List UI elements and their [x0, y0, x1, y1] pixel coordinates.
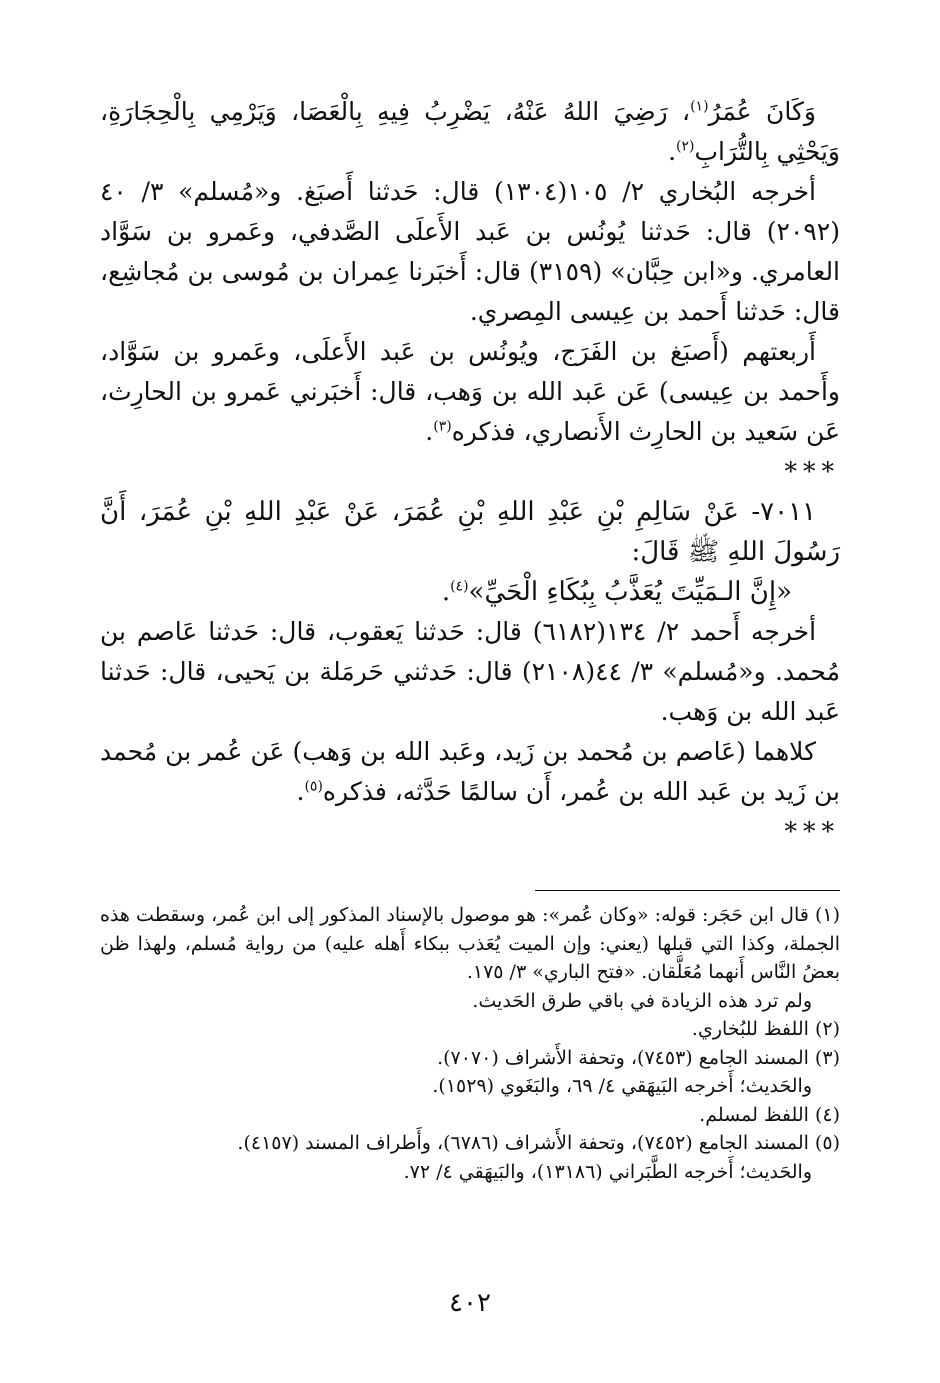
- text-run: كلاهما (عَاصم بن مُحمد بن زَيد، وعَبد الله بن وَهب) عَن عُمر بن مُحمد بن زَيد بن عَبد الله بن عُمر، أَن سالمًا حَدَّثه، فذكره: [100, 737, 840, 806]
- footnote-5: (٥) المسند الجامع (٧٤٥٢)، وتحفة الأَشراف (٦٧٨٦)، وأَطراف المسند (٤١٥٧).: [237, 1132, 840, 1154]
- isnad-paragraph: [100, 732, 840, 812]
- section-separator: ***: [784, 457, 840, 486]
- isnad-paragraph: [100, 332, 840, 452]
- hadith-heading: ٧٠١١- عَنْ سَالِمِ بْنِ عَبْدِ اللهِ بْنِ عُمَرَ، عَنْ عَبْدِ اللهِ بْنِ عُمَرَ، أَنَّ رَسُولَ اللهِ ﷺ قَالَ:: [100, 497, 840, 567]
- footnote-3: (٣) المسند الجامع (٧٤٥٣)، وتحفة الأَشراف (٧٠٧٠).: [437, 1046, 840, 1069]
- text-run: .: [425, 417, 434, 446]
- hadith-matn: [100, 572, 840, 612]
- text-run: وَكَانَ عُمَرُ: [708, 97, 816, 126]
- footnote-ref: (٣): [433, 418, 452, 435]
- text-run: «إِنَّ الـمَيِّتَ يُعَذَّبُ بِبُكَاءِ الْحَيِّ»: [468, 577, 792, 607]
- page-number: ٤٠٢: [449, 1288, 491, 1318]
- footnotes: [100, 901, 840, 1186]
- takhrij-paragraph: أخرجه البُخاري ٢/ ١٠٥(١٣٠٤) قال: حَدثنا أَصبَغ. و«مُسلم» ٣/ ٤٠ (٢٠٩٢) قال: حَدثنا يُونُس بن عَبد الأَعلَى الصَّدفي، وعَمرو بن سَوَّاد العامري. و«ابن حِبَّان» (٣١٥٩) قال: أَخبَرنا عِمران بن مُوسى بن مُجاشِع، قال: حَدثنا أَحمد بن عِيسى المِصري.: [100, 177, 841, 326]
- footnote-4: (٤) اللفظ لمسلم.: [699, 1103, 840, 1126]
- text-run: ، رَضِيَ اللهُ عَنْهُ، يَضْرِبُ فِيهِ بِالْعَصَا، وَيَرْمِي بِالْحِجَارَةِ، وَيَحْثِي بِالتُّرَابِ: [100, 97, 840, 166]
- footnote-3-continuation: والحَديث؛ أَخرجه البَيهَقي ٤/ ٦٩، والبَغَوي (١٥٢٩).: [432, 1075, 812, 1097]
- footnote-5-continuation: والحَديث؛ أَخرجه الطَّبَراني (١٣١٨٦)، والبَيهَقي ٤/ ٧٢.: [403, 1160, 812, 1183]
- hadith-continuation: [100, 92, 840, 172]
- takhrij-paragraph: أخرجه أَحمد ٢/ ١٣٤(٦١٨٢) قال: حَدثنا يَعقوب، قال: حَدثنا عَاصم بن مُحمد. و«مُسلم» ٣/ ٤٤(٢١٠٨) قال: حَدثني حَرمَلة بن يَحيى، قال: حَدثنا عَبد الله بن وَهب.: [100, 617, 841, 726]
- text-run: .: [668, 137, 677, 166]
- footnote-ref: (٢): [676, 138, 695, 155]
- footnote-ref: (١): [690, 98, 709, 115]
- footnote-1-continuation: ولم ترد هذه الزيادة في باقي طرق الحَديث.: [472, 989, 812, 1012]
- section-separator: ***: [784, 817, 840, 846]
- footnote-ref: (٥): [304, 778, 323, 795]
- footnote-1: (١) قال ابن حَجَر: قوله: «وكان عُمر»: هو موصول بالإسناد المذكور إلى ابن عُمر، وسقطت هذه الجملة، وكذا التي قبلها (يعني: وإن الميت يُعَذب ببكاء أَهله عليه) من رواية مُسلم، ولهذا ظن بعضُ النَّاس أَنهما مُعَلَّقان. «فتح الباري» ٣/ ١٧٥.: [100, 904, 840, 983]
- footnote-2: (٢) اللفظ للبُخاري.: [691, 1018, 840, 1040]
- text-run: .: [296, 777, 305, 806]
- text-run: أَربعتهم (أَصبَغ بن الفَرَج، ويُونُس بن عَبد الأَعلَى، وعَمرو بن سَوَّاد، وأَحمد بن عِيسى) عَن عَبد الله بن وَهب، قال: أَخبَرني عَمرو بن الحارِث، عَن سَعيد بن الحارِث الأَنصاري، فذكره: [100, 337, 840, 446]
- footnote-ref: (٤): [450, 578, 469, 595]
- text-run: .: [441, 577, 451, 607]
- main-text: [100, 92, 840, 852]
- footnote-divider: [535, 890, 840, 891]
